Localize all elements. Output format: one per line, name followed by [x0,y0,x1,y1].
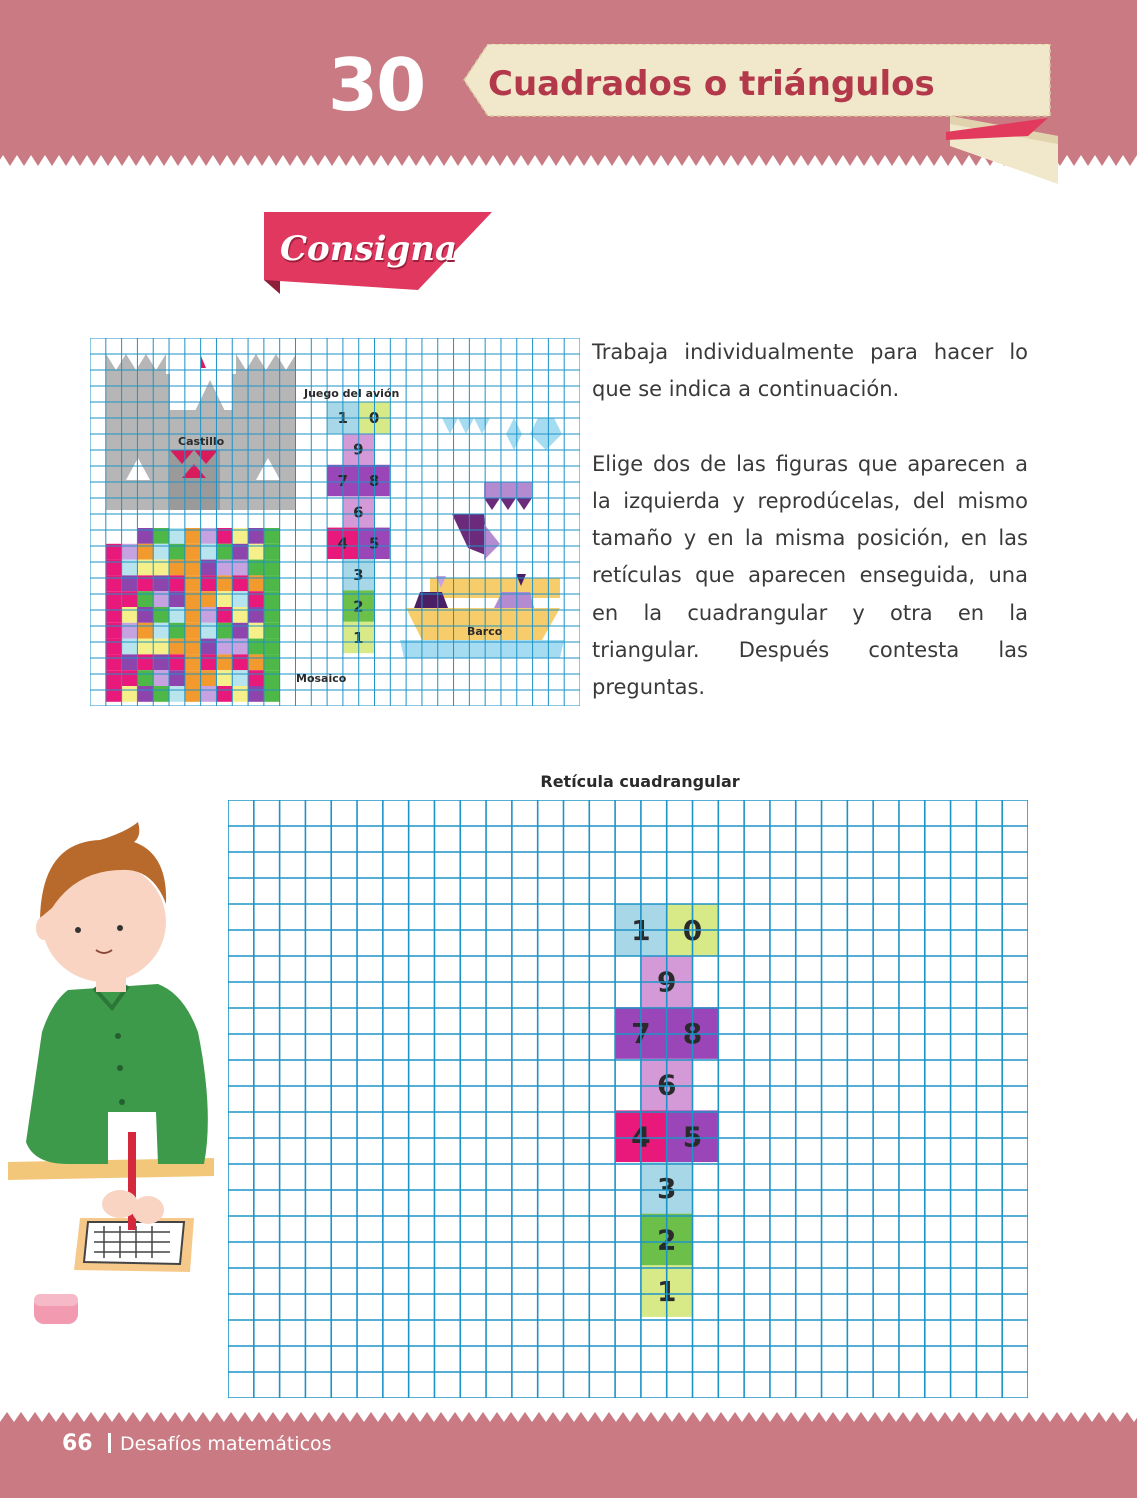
hopscotch-number: 2 [353,597,364,616]
square-grid-title: Retícula cuadrangular [540,772,740,791]
footer-separator [108,1433,111,1453]
hopscotch-number: 5 [368,534,380,553]
hopscotch-number: 3 [353,566,364,585]
hopscotch-number: 4 [337,534,348,553]
boat-label: Barco [467,625,503,638]
castle-label: Castillo [178,435,225,448]
hopscotch-number: 9 [353,440,364,459]
hopscotch-number: 9 [656,965,677,999]
mosaic-label: Mosaico [296,672,347,685]
hopscotch-number: 7 [631,1017,651,1051]
hopscotch-number: 0 [368,409,380,428]
square-grid[interactable] [228,800,1028,1398]
hopscotch-number: 1 [656,1275,677,1309]
hopscotch-number: 1 [353,628,364,647]
child-illustration [8,812,222,1332]
page-number: 66 [62,1431,93,1456]
hopscotch-number: 1 [631,913,651,947]
hopscotch-number: 6 [353,503,364,522]
instructions [592,334,1028,714]
hopscotch-number: 2 [656,1223,677,1257]
hopscotch-number: 7 [337,471,348,490]
hopscotch-number: 8 [368,471,380,490]
mosaic-figure [106,528,280,702]
hopscotch-number: 5 [682,1120,703,1154]
hopscotch-number: 1 [337,409,348,428]
lesson-title: Cuadrados o triángulos [488,64,935,104]
instruction-paragraph-1: Trabaja individualmente para hacer lo que se indica a continuación. [592,340,1028,402]
instruction-paragraph-2: Elige dos de las figuras que aparecen a la izquierda y reprodúcelas, del mismo tamaño y en la misma posición, en las retículas que aparecen enseguida, una en la cuadrangular y otra en la triangular. Después contesta las preguntas. [592,451,1028,700]
hopscotch-number: 4 [631,1120,651,1154]
hopscotch-label: Juego del avión [304,387,400,400]
hopscotch-number: 8 [682,1017,703,1051]
hopscotch-number: 0 [682,913,703,947]
reference-figure [90,338,580,706]
consigna-label: Consigna [280,229,458,269]
hopscotch-number: 6 [656,1068,677,1102]
book-title: Desafíos matemáticos [120,1433,332,1455]
lesson-number: 30 [328,43,425,127]
hopscotch-number: 3 [656,1171,677,1205]
